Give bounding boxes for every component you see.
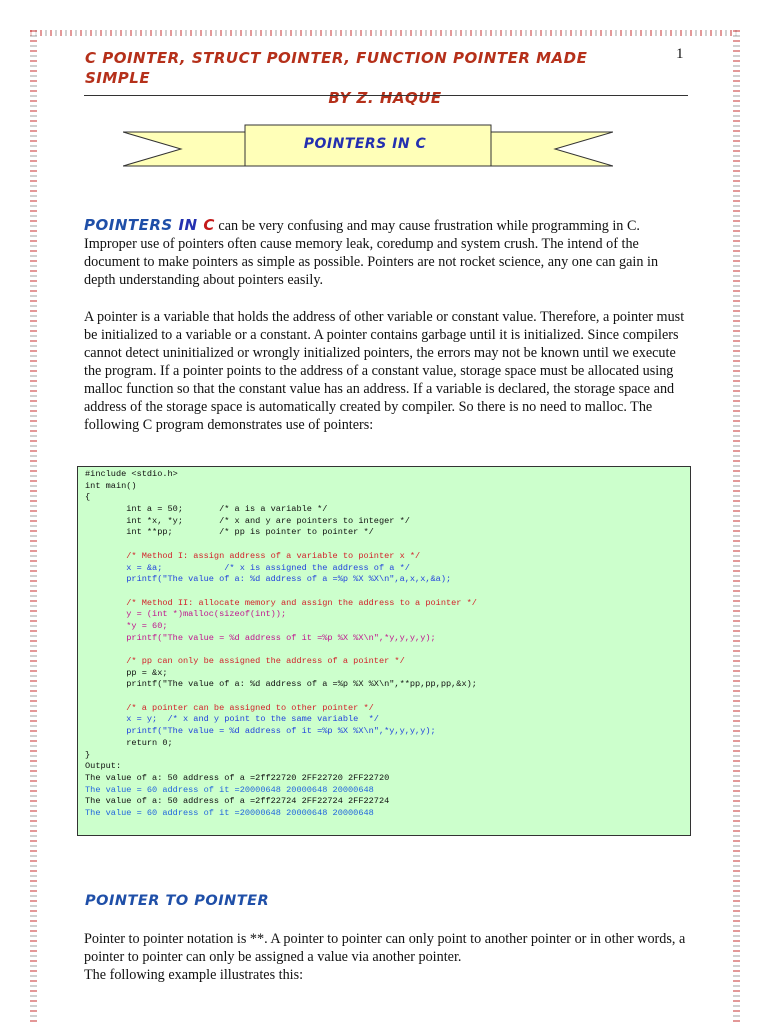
code-line: printf("The value = %d address of it =%p %X %X\n",*y,y,y,y); bbox=[85, 632, 436, 643]
intro-text: can be very confusing and may cause frustration while programming in C. Improper use of pointers often cause memory leak, coredump and system crush. The intend of the document to make pointers as simple as possible. Pointers are not rocket science, any one can gain in depth understanding about pointers easily. bbox=[84, 218, 659, 288]
code-line: printf("The value = %d address of it =%p %X %X\n",*y,y,y,y); bbox=[85, 726, 436, 737]
page-border-top bbox=[30, 30, 740, 36]
code-line: #include <stdio.h> bbox=[85, 469, 178, 479]
document-title-line1: C POINTER, STRUCT POINTER, FUNCTION POINTER MADE SIMPLE bbox=[85, 49, 588, 87]
intro-paragraph bbox=[84, 216, 689, 289]
code-line bbox=[85, 586, 683, 598]
code-line: *y = 60; bbox=[85, 620, 168, 631]
code-line bbox=[85, 691, 683, 703]
code-line: int main() bbox=[85, 480, 137, 491]
banner-title: POINTERS IN C bbox=[303, 136, 427, 152]
code-line: The value = 60 address of it =20000648 20000648 20000648 bbox=[85, 784, 374, 795]
pointer-to-pointer-paragraph bbox=[84, 930, 689, 984]
header-rule bbox=[84, 95, 688, 96]
pointer-definition-paragraph: A pointer is a variable that holds the address of other variable or constant value. Therefore, a pointer must be initialized to a variable or a constant. A pointer contains garbage until it is initialized. Since compilers cannot detect uninitialized or wrongly initialized pointers, the errors may not be known until we execute the program. If a pointer points to the address of a constant value, storage space must be allocated using malloc function so that the constant value has an address. If a variable is declared, the storage space and address of the storage space is automatically created by compiler. So there is no need to malloc. The following C program demonstrates use of pointers: bbox=[84, 309, 685, 433]
code-line: /* Method II: allocate memory and assign the address to a pointer */ bbox=[85, 597, 477, 608]
code-line: pp = &x; bbox=[85, 667, 168, 678]
code-line: printf("The value of a: %d address of a =%p %X %X\n",a,x,x,&a); bbox=[85, 574, 452, 585]
code-line: /* pp can only be assigned the address of a pointer */ bbox=[85, 656, 405, 666]
intro-heading-c: C bbox=[203, 216, 215, 234]
code-line: The value = 60 address of it =20000648 20000648 20000648 bbox=[85, 807, 374, 818]
pointer-to-pointer-example-intro: The following example illustrates this: bbox=[84, 967, 304, 983]
code-line: int **pp; /* pp is pointer to pointer */ bbox=[85, 527, 374, 538]
code-line: int a = 50; /* a is a variable */ bbox=[85, 504, 328, 515]
code-line: The value of a: 50 address of a =2ff22724 2FF22724 2FF22724 bbox=[85, 796, 390, 807]
intro-heading bbox=[84, 216, 215, 234]
code-line: printf("The value of a: %d address of a =%p %X %X\n",**pp,pp,pp,&x); bbox=[85, 679, 477, 690]
code-line bbox=[85, 644, 683, 656]
code-line bbox=[85, 539, 683, 551]
pointer-to-pointer-text: Pointer to pointer notation is **. A pointer to pointer can only point to another pointer or in other words, a pointer to pointer can only be assigned a value via another pointer. bbox=[84, 931, 686, 965]
code-line: /* a pointer can be assigned to other pointer */ bbox=[85, 702, 374, 713]
code-line: { bbox=[85, 492, 91, 503]
section-heading-pointer-to-pointer: POINTER TO POINTER bbox=[85, 893, 270, 909]
page-border-right bbox=[733, 30, 740, 1024]
document-author: BY Z. HAQUE bbox=[328, 89, 442, 107]
code-line: /* Method I: assign address of a variable to pointer x */ bbox=[85, 550, 421, 561]
code-line: The value of a: 50 address of a =2ff22720 2FF22720 2FF22720 bbox=[85, 772, 390, 783]
code-line: x = y; /* x and y point to the same variable */ bbox=[85, 714, 379, 725]
code-line: } bbox=[85, 749, 91, 760]
document-title bbox=[85, 48, 625, 108]
intro-heading-pointers: POINTERS bbox=[84, 216, 173, 234]
code-line: y = (int *)malloc(sizeof(int)); bbox=[85, 609, 287, 620]
code-example-box bbox=[77, 466, 691, 836]
code-line: x = &a; /* x is assigned the address of a */ bbox=[85, 562, 410, 573]
code-line: return 0; bbox=[85, 737, 173, 748]
code-line: Output: bbox=[85, 761, 122, 772]
page-number: 1 bbox=[676, 46, 684, 62]
intro-heading-in: IN bbox=[178, 216, 198, 234]
page-border-left bbox=[30, 30, 37, 1024]
code-line: int *x, *y; /* x and y are pointers to integer */ bbox=[85, 515, 410, 526]
